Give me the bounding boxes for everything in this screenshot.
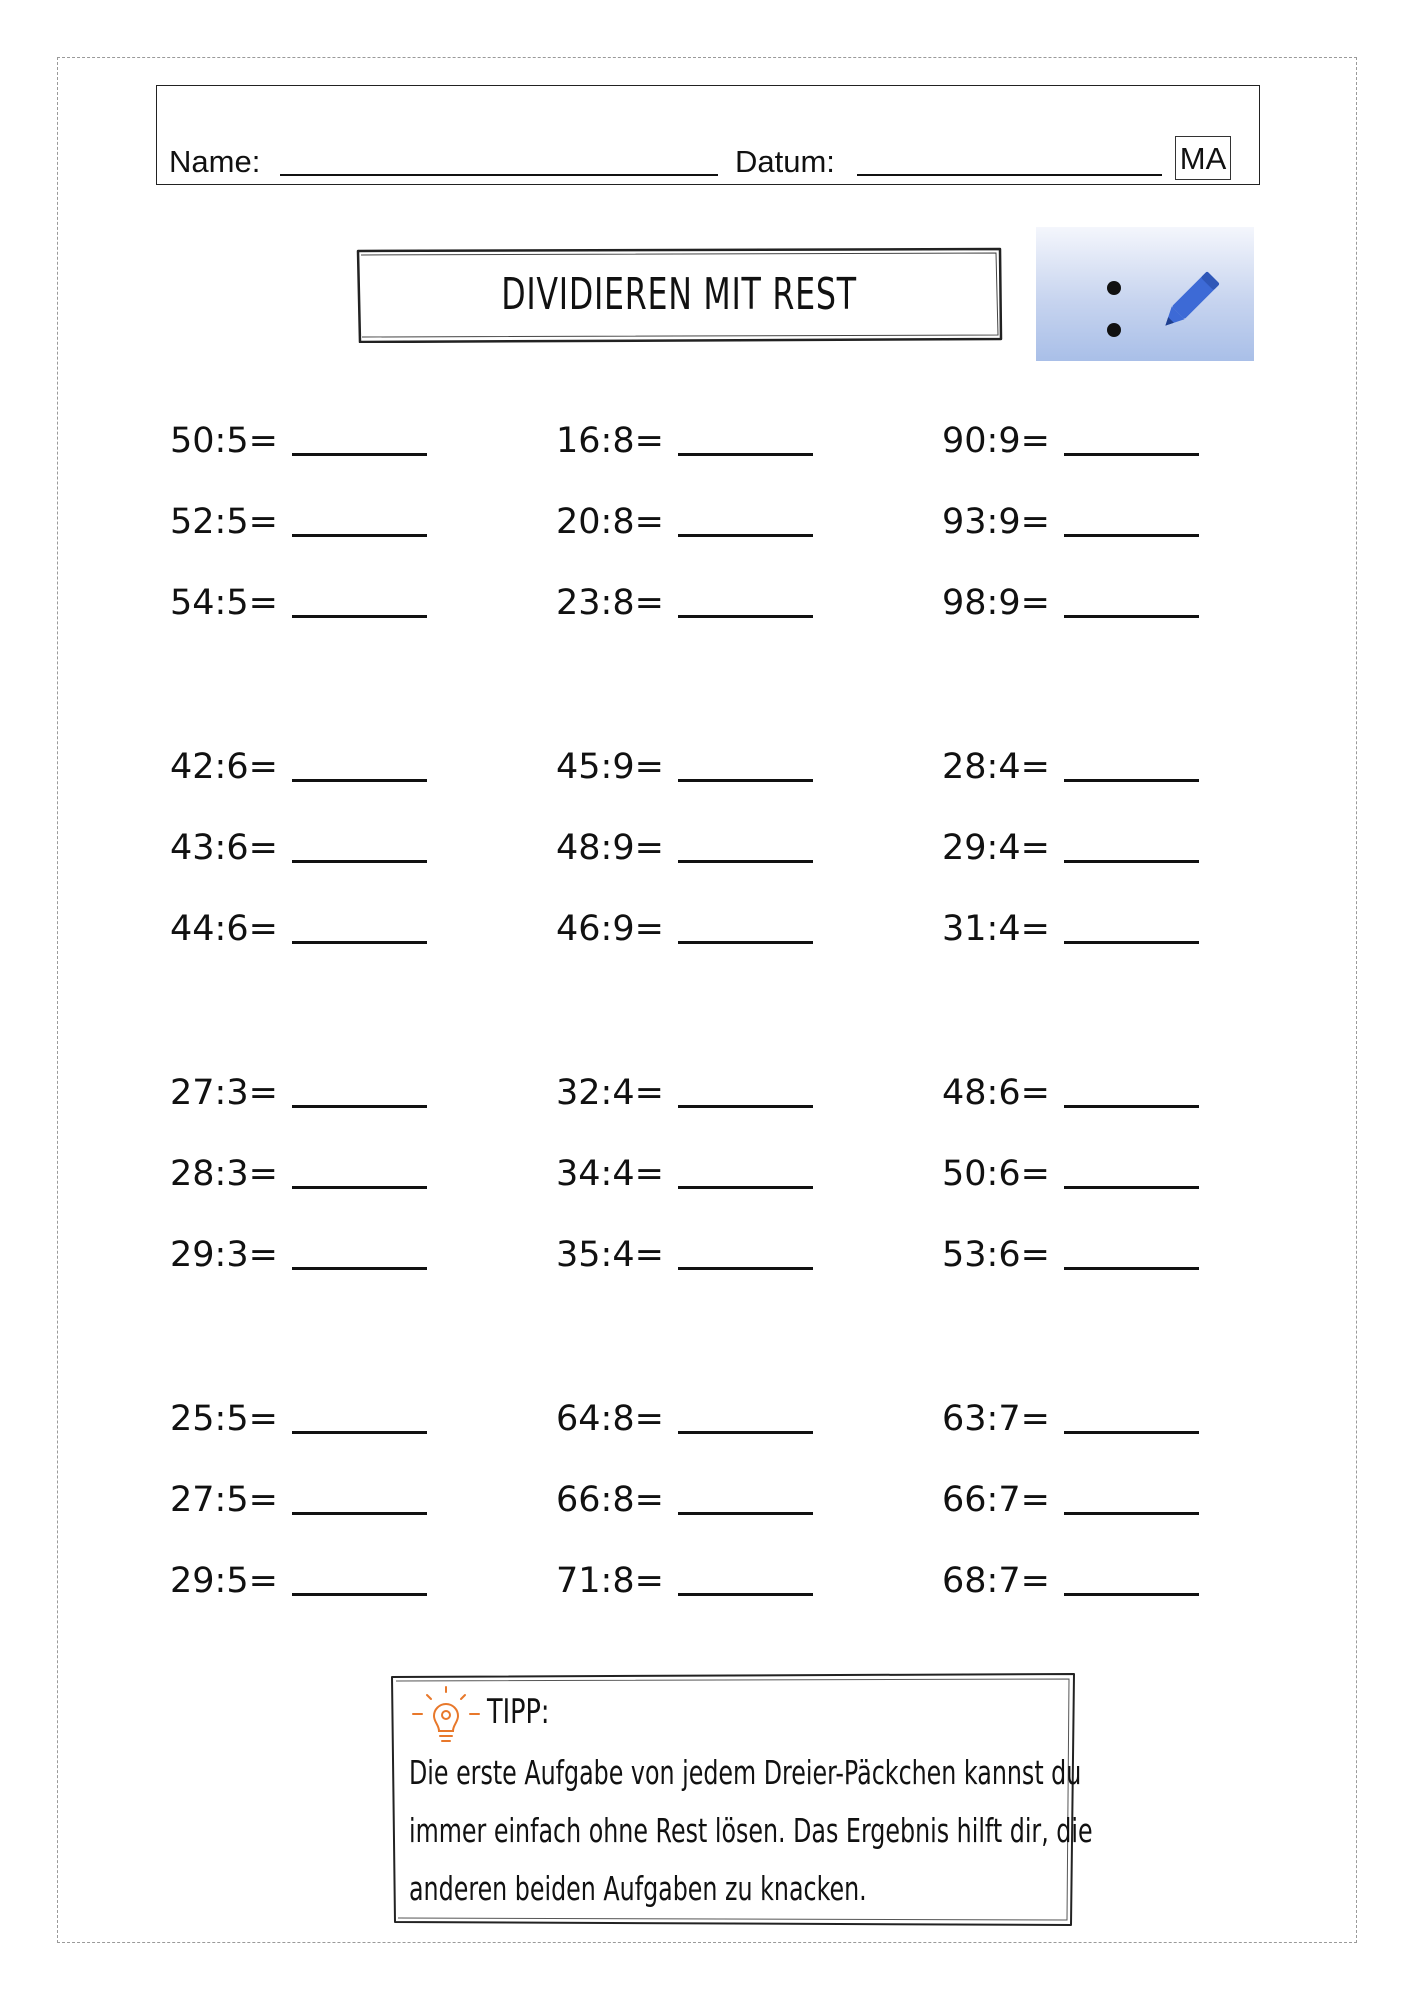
answer-blank[interactable] <box>292 941 427 944</box>
task-item <box>556 1399 813 1439</box>
answer-blank[interactable] <box>292 860 427 863</box>
task-expression: 50:5= <box>170 421 278 461</box>
answer-blank[interactable] <box>678 453 813 456</box>
task-expression: 16:8= <box>556 421 664 461</box>
task-item <box>170 828 427 868</box>
task-item <box>942 828 1199 868</box>
task-item <box>556 1073 813 1113</box>
tip-box <box>389 1672 1093 1928</box>
task-expression: 44:6= <box>170 909 278 949</box>
task-expression: 29:5= <box>170 1561 278 1601</box>
task-item <box>170 1399 427 1439</box>
task-expression: 23:8= <box>556 583 664 623</box>
task-item <box>556 583 813 623</box>
answer-blank[interactable] <box>1064 860 1199 863</box>
task-item <box>556 1154 813 1194</box>
answer-blank[interactable] <box>292 453 427 456</box>
tip-text <box>409 1744 1093 1918</box>
task-expression: 25:5= <box>170 1399 278 1439</box>
answer-blank[interactable] <box>678 1267 813 1270</box>
task-item <box>556 421 813 461</box>
task-expression: 48:6= <box>942 1073 1050 1113</box>
task-item <box>942 909 1199 949</box>
task-expression: 68:7= <box>942 1561 1050 1601</box>
name-field[interactable] <box>280 174 718 176</box>
answer-blank[interactable] <box>292 534 427 537</box>
task-expression: 29:4= <box>942 828 1050 868</box>
task-expression: 32:4= <box>556 1073 664 1113</box>
task-expression: 50:6= <box>942 1154 1050 1194</box>
task-expression: 45:9= <box>556 747 664 787</box>
title-frame <box>355 247 1003 343</box>
header-box <box>156 85 1260 185</box>
answer-blank[interactable] <box>1064 1431 1199 1434</box>
answer-blank[interactable] <box>678 779 813 782</box>
task-expression: 27:5= <box>170 1480 278 1520</box>
task-item <box>942 747 1199 787</box>
answer-blank[interactable] <box>292 1105 427 1108</box>
answer-blank[interactable] <box>1064 1186 1199 1189</box>
task-expression: 28:4= <box>942 747 1050 787</box>
answer-blank[interactable] <box>678 941 813 944</box>
date-field[interactable] <box>857 174 1162 176</box>
pencil-icon <box>1148 263 1228 343</box>
answer-blank[interactable] <box>678 615 813 618</box>
task-item <box>942 1154 1199 1194</box>
answer-blank[interactable] <box>1064 1267 1199 1270</box>
answer-blank[interactable] <box>1064 534 1199 537</box>
task-expression: 34:4= <box>556 1154 664 1194</box>
task-item <box>942 1480 1199 1520</box>
task-item <box>556 502 813 542</box>
answer-blank[interactable] <box>292 1267 427 1270</box>
task-expression: 48:9= <box>556 828 664 868</box>
task-expression: 90:9= <box>942 421 1050 461</box>
answer-blank[interactable] <box>292 615 427 618</box>
task-item <box>942 1235 1199 1275</box>
task-item <box>942 583 1199 623</box>
answer-blank[interactable] <box>292 779 427 782</box>
answer-blank[interactable] <box>678 1512 813 1515</box>
answer-blank[interactable] <box>292 1593 427 1596</box>
division-icon-panel <box>1036 227 1254 361</box>
task-item <box>170 1154 427 1194</box>
tip-heading: TIPP: <box>487 1692 550 1732</box>
answer-blank[interactable] <box>1064 779 1199 782</box>
task-expression: 35:4= <box>556 1235 664 1275</box>
task-item <box>556 828 813 868</box>
task-expression: 66:7= <box>942 1480 1050 1520</box>
date-label: Datum: <box>735 144 835 179</box>
task-item <box>942 1399 1199 1439</box>
task-item <box>170 909 427 949</box>
subject-code-badge: MA <box>1175 136 1231 180</box>
task-item <box>170 583 427 623</box>
task-expression: 52:5= <box>170 502 278 542</box>
task-expression: 93:9= <box>942 502 1050 542</box>
answer-blank[interactable] <box>1064 941 1199 944</box>
answer-blank[interactable] <box>678 860 813 863</box>
lightbulb-icon <box>411 1686 481 1748</box>
tip-line: Die erste Aufgabe von jedem Dreier-Päckchen kannst du <box>409 1753 1082 1792</box>
task-item <box>556 1235 813 1275</box>
task-expression: 64:8= <box>556 1399 664 1439</box>
task-item <box>942 502 1199 542</box>
task-expression: 27:3= <box>170 1073 278 1113</box>
task-item <box>556 1561 813 1601</box>
task-expression: 42:6= <box>170 747 278 787</box>
task-expression: 54:5= <box>170 583 278 623</box>
answer-blank[interactable] <box>1064 453 1199 456</box>
task-item <box>170 1480 427 1520</box>
task-item <box>942 1073 1199 1113</box>
task-expression: 28:3= <box>170 1154 278 1194</box>
answer-blank[interactable] <box>678 1105 813 1108</box>
task-item <box>170 747 427 787</box>
task-item <box>170 1235 427 1275</box>
task-item <box>556 747 813 787</box>
answer-blank[interactable] <box>1064 1105 1199 1108</box>
task-expression: 71:8= <box>556 1561 664 1601</box>
task-item <box>942 421 1199 461</box>
tip-line: anderen beiden Aufgaben zu knacken. <box>409 1869 867 1908</box>
answer-blank[interactable] <box>1064 1512 1199 1515</box>
task-expression: 43:6= <box>170 828 278 868</box>
answer-blank[interactable] <box>292 1186 427 1189</box>
task-item <box>942 1561 1199 1601</box>
task-expression: 29:3= <box>170 1235 278 1275</box>
answer-blank[interactable] <box>678 1593 813 1596</box>
task-expression: 53:6= <box>942 1235 1050 1275</box>
tip-line: immer einfach ohne Rest lösen. Das Ergebnis hilft dir, die <box>409 1811 1093 1850</box>
task-expression: 63:7= <box>942 1399 1050 1439</box>
answer-blank[interactable] <box>678 1431 813 1434</box>
answer-blank[interactable] <box>292 1512 427 1515</box>
name-label: Name: <box>169 144 261 179</box>
division-colon-icon <box>1107 281 1121 339</box>
task-expression: 20:8= <box>556 502 664 542</box>
task-item <box>170 421 427 461</box>
task-expression: 98:9= <box>942 583 1050 623</box>
task-expression: 31:4= <box>942 909 1050 949</box>
task-item <box>170 1073 427 1113</box>
answer-blank[interactable] <box>678 1186 813 1189</box>
answer-blank[interactable] <box>1064 1593 1199 1596</box>
task-item <box>170 1561 427 1601</box>
page-title: DIVIDIEREN MIT REST <box>501 269 857 320</box>
task-expression: 66:8= <box>556 1480 664 1520</box>
answer-blank[interactable] <box>292 1431 427 1434</box>
task-expression: 46:9= <box>556 909 664 949</box>
task-item <box>556 909 813 949</box>
answer-blank[interactable] <box>678 534 813 537</box>
task-item <box>170 502 427 542</box>
task-item <box>556 1480 813 1520</box>
answer-blank[interactable] <box>1064 615 1199 618</box>
